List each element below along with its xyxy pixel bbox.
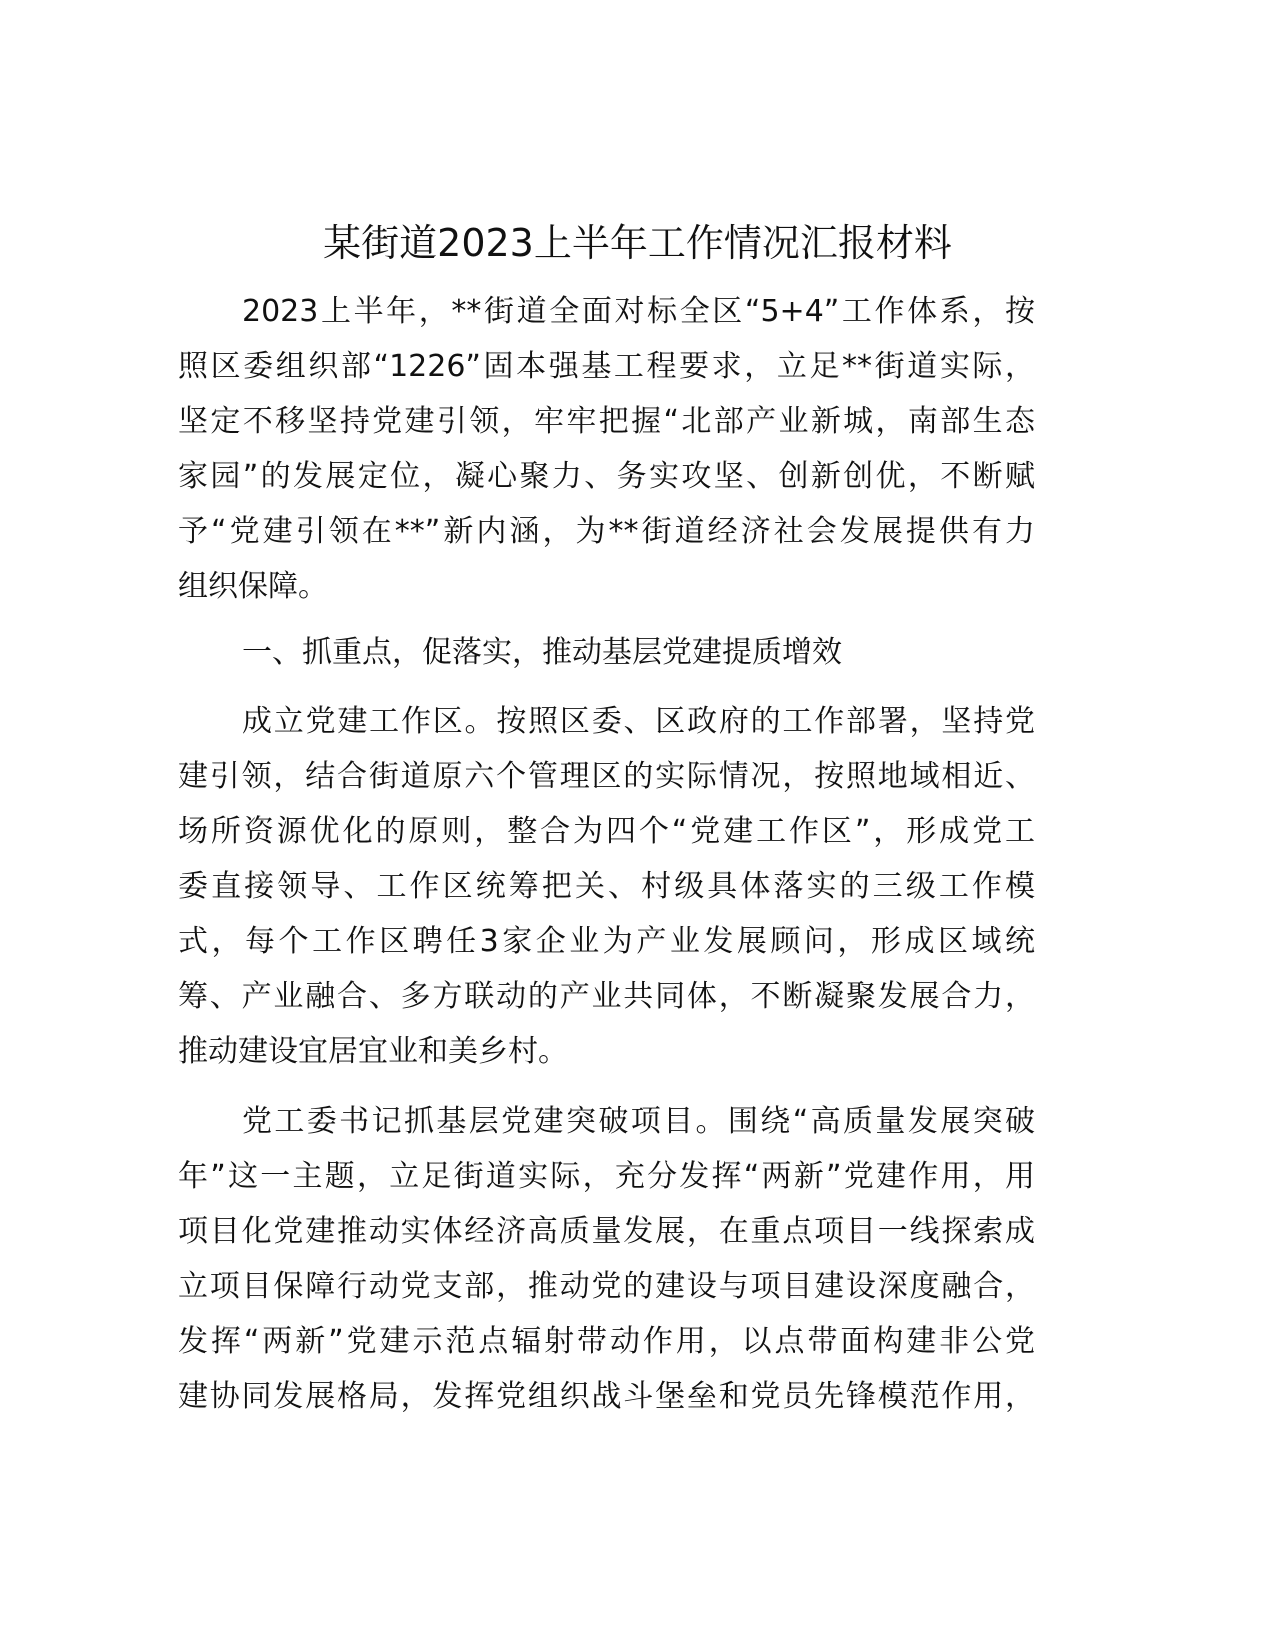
text-line: 委直接领导、工作区统筹把关、村级具体落实的三级工作模 — [178, 869, 1035, 904]
text-line: 立项目保障行动党支部，推动党的建设与项目建设深度融合， — [178, 1269, 1035, 1304]
text-line: 年”这一主题，立足街道实际，充分发挥“两新”党建作用，用 — [178, 1159, 1035, 1194]
document-title: 某街道2023上半年工作情况汇报材料 — [323, 221, 952, 265]
text-line: 2023上半年，**街道全面对标全区“5+4”工作体系，按 — [242, 294, 1035, 329]
text-line: 家园”的发展定位，凝心聚力、务实攻坚、创新创优，不断赋 — [178, 459, 1035, 494]
text-line: 场所资源优化的原则，整合为四个“党建工作区”，形成党工 — [178, 814, 1035, 849]
text-line: 成立党建工作区。按照区委、区政府的工作部署，坚持党 — [242, 704, 1035, 739]
text-line: 建引领，结合街道原六个管理区的实际情况，按照地域相近、 — [178, 759, 1035, 794]
text-line: 项目化党建推动实体经济高质量发展，在重点项目一线探索成 — [178, 1214, 1035, 1249]
text-line: 照区委组织部“1226”固本强基工程要求，立足**街道实际， — [178, 349, 1035, 384]
text-line: 筹、产业融合、多方联动的产业共同体，不断凝聚发展合力， — [178, 979, 1035, 1014]
text-line: 发挥“两新”党建示范点辐射带动作用，以点带面构建非公党 — [178, 1324, 1035, 1359]
heading-line: 一、抓重点，促落实，推动基层党建提质增效 — [242, 635, 842, 670]
text-line: 式，每个工作区聘任3家企业为产业发展顾问，形成区域统 — [178, 924, 1035, 959]
text-line: 组织保障。 — [178, 569, 328, 604]
text-line: 推动建设宜居宜业和美乡村。 — [178, 1034, 568, 1069]
text-line: 党工委书记抓基层党建突破项目。围绕“高质量发展突破 — [242, 1104, 1035, 1139]
text-line: 予“党建引领在**”新内涵，为**街道经济社会发展提供有力 — [178, 514, 1035, 549]
text-line: 坚定不移坚持党建引领，牢牢把握“北部产业新城，南部生态 — [178, 404, 1035, 439]
text-line: 建协同发展格局，发挥党组织战斗堡垒和党员先锋模范作用， — [178, 1379, 1035, 1414]
